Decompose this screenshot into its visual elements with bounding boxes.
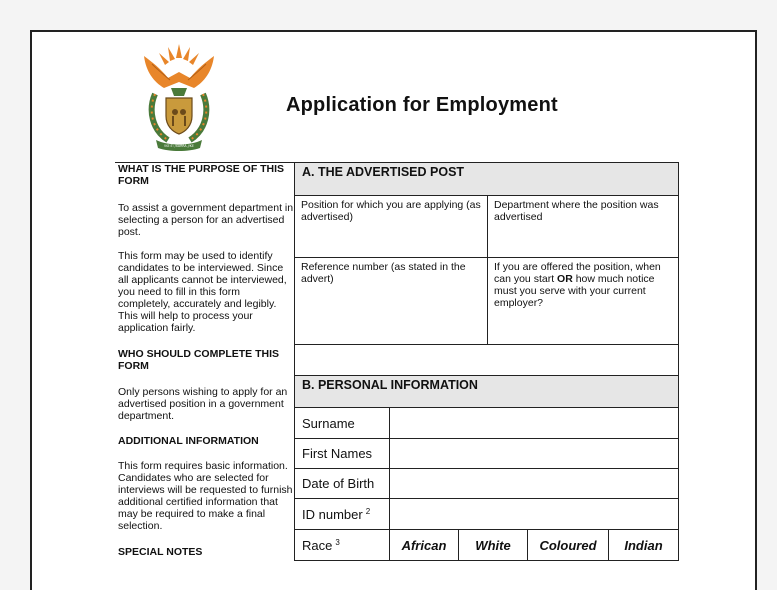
page-title: Application for Employment bbox=[286, 94, 558, 116]
start-label-post: how much notice must you serve with your current employer? bbox=[494, 273, 655, 309]
department-label: Department where the position was advertised bbox=[494, 199, 659, 223]
race-option-african[interactable] bbox=[389, 529, 459, 561]
shield bbox=[166, 98, 192, 134]
section-a-spacer-row bbox=[294, 344, 679, 376]
section-a-header bbox=[294, 162, 679, 196]
race-option-label: African bbox=[401, 537, 447, 553]
id-number-footnote: 2 bbox=[365, 506, 371, 516]
dob-label-cell bbox=[294, 468, 390, 499]
who-heading: WHO SHOULD COMPLETE THIS FORM bbox=[118, 348, 279, 372]
race-option-label: Indian bbox=[624, 537, 663, 553]
sun-rays bbox=[159, 44, 199, 65]
first-names-label: First Names bbox=[302, 446, 373, 461]
race-label-cell bbox=[294, 529, 390, 561]
start-label-or: OR bbox=[557, 273, 573, 285]
surname-input[interactable] bbox=[389, 407, 679, 439]
eagle-wings bbox=[144, 56, 214, 88]
reference-number-field[interactable] bbox=[294, 257, 488, 345]
race-footnote: 3 bbox=[335, 537, 340, 547]
id-number-label-cell bbox=[294, 498, 390, 530]
section-b-title: B. PERSONAL INFORMATION bbox=[302, 378, 478, 392]
reference-label: Reference number (as stated in the advert) bbox=[301, 261, 466, 285]
first-names-input[interactable] bbox=[389, 438, 679, 469]
dob-input[interactable] bbox=[389, 468, 679, 499]
race-option-coloured[interactable] bbox=[527, 529, 609, 561]
id-number-label: ID number bbox=[302, 506, 363, 522]
motto-text: !KE E: /XARRA //KE bbox=[164, 144, 194, 148]
additional-text: This form requires basic information. Candidates who are selected for interviews will be requested to furnish additional certified information that may be required to make a final selection. bbox=[118, 460, 293, 532]
section-b-header bbox=[294, 375, 679, 408]
dob-label: Date of Birth bbox=[302, 476, 375, 491]
purpose-text-2: This form may be used to identify candidates to be interviewed. Since all applicants cannot be interviewed, you need to fill in this form completely, accurately and legibly. This will help to process your application fairly. bbox=[118, 250, 287, 334]
special-notes-heading: SPECIAL NOTES bbox=[118, 546, 203, 558]
race-label: Race bbox=[302, 537, 333, 553]
surname-label-cell bbox=[294, 407, 390, 439]
start-label-pre: If you are offered the position, when can you start bbox=[494, 261, 661, 285]
start-date-field[interactable] bbox=[487, 257, 679, 345]
department-field[interactable] bbox=[487, 195, 679, 258]
race-option-white[interactable] bbox=[458, 529, 528, 561]
who-text: Only persons wishing to apply for an advertised position in a government department. bbox=[118, 386, 288, 422]
section-a-title: A. THE ADVERTISED POST bbox=[302, 165, 465, 179]
additional-heading: ADDITIONAL INFORMATION bbox=[118, 435, 259, 447]
position-field[interactable] bbox=[294, 195, 488, 258]
race-option-label: White bbox=[475, 537, 511, 553]
first-names-label-cell bbox=[294, 438, 390, 469]
coat-of-arms-logo bbox=[138, 42, 220, 152]
surname-label: Surname bbox=[302, 415, 355, 431]
race-option-indian[interactable] bbox=[608, 529, 679, 561]
purpose-text-1: To assist a government department in selecting a person for an advertised post. bbox=[118, 202, 294, 238]
race-option-label: Coloured bbox=[539, 537, 597, 553]
id-number-input[interactable] bbox=[389, 498, 679, 530]
form-page bbox=[30, 30, 757, 590]
purpose-heading: WHAT IS THE PURPOSE OF THIS FORM bbox=[118, 163, 285, 187]
position-label: Position for which you are applying (as advertised) bbox=[301, 199, 481, 223]
